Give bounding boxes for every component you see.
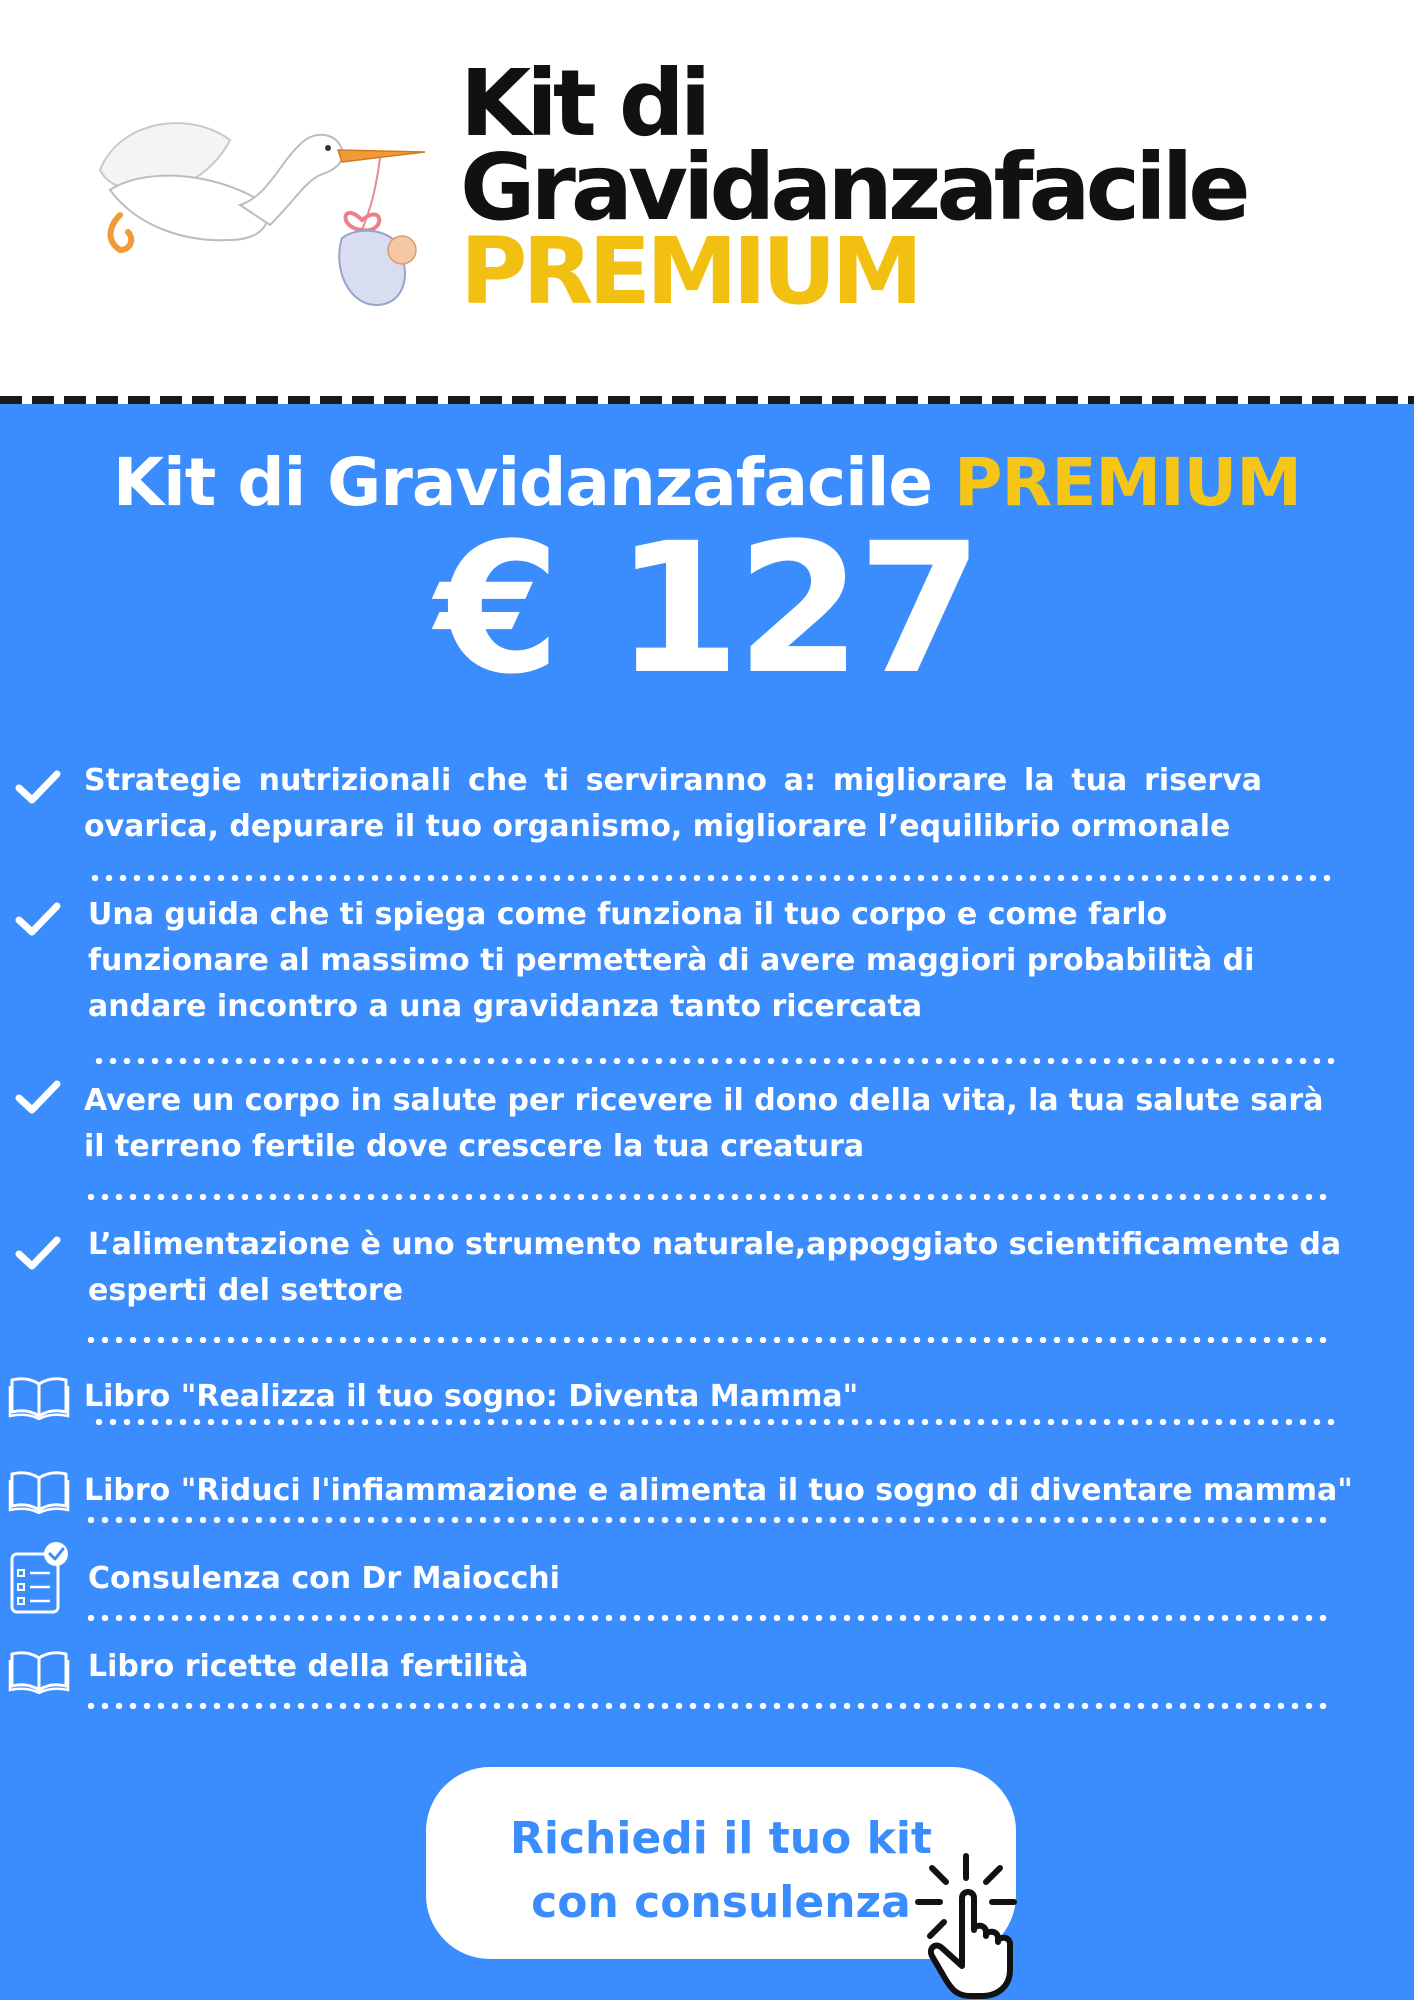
- benefit-text: L’alimentazione è uno strumento naturale,appoggiato scientificamente da esperti del settore: [88, 1227, 1342, 1308]
- benefit-text: Una guida che ti spiega come funziona il tuo corpo e come farlo funzionare al massimo ti permetterà di avere maggiori probabilità di andare incontro a una gravidanza tanto ricercata: [88, 897, 1255, 1024]
- cta-line-2: con consulenza: [531, 1877, 911, 1928]
- open-book-icon: [8, 1374, 70, 1420]
- header: [0, 0, 1414, 400]
- checkmark-icon: [14, 768, 62, 808]
- open-book-icon: [8, 1468, 70, 1514]
- stork-illustration: [80, 100, 440, 310]
- logo-line-brand: Gravidanzafacile: [460, 134, 1246, 241]
- dotted-divider: [88, 875, 1336, 881]
- extra-text: Consulenza con Dr Maiocchi: [88, 1561, 560, 1596]
- dotted-divider: [84, 1615, 1332, 1621]
- price: € 127: [435, 505, 979, 714]
- extra-text: Libro ricette della fertilità: [88, 1649, 529, 1684]
- offer-title-main: Kit di Gravidanzafacile: [113, 444, 955, 521]
- checkmark-icon: [14, 900, 62, 940]
- logo-line-kit-di: Kit di: [460, 50, 707, 157]
- extra-text: Libro "Riduci l'infiammazione e alimenta il tuo sogno di diventare mamma": [84, 1473, 1353, 1508]
- checkmark-icon: [14, 1234, 62, 1274]
- benefit-text: Avere un corpo in salute per ricevere il dono della vita, la tua salute sarà il terreno fertile dove crescere la tua creatura: [84, 1083, 1324, 1164]
- dotted-divider: [84, 1194, 1332, 1200]
- cta-line-1: Richiedi il tuo kit: [510, 1813, 932, 1864]
- extra-text: Libro "Realizza il tuo sogno: Diventa Mamma": [84, 1379, 859, 1414]
- pointing-hand-click-icon: [912, 1852, 1068, 2000]
- dotted-divider: [84, 1337, 1332, 1343]
- dotted-divider: [84, 1517, 1332, 1523]
- offer-title-highlight: PREMIUM: [954, 444, 1301, 521]
- logo-text: [460, 50, 1246, 325]
- logo-line-premium: PREMIUM: [460, 218, 919, 325]
- open-book-icon: [8, 1648, 70, 1694]
- dotted-divider: [84, 1703, 1332, 1709]
- dotted-divider: [92, 1058, 1340, 1064]
- header-divider: [0, 396, 1414, 404]
- benefit-text: Strategie nutrizionali che ti serviranno a: migliorare la tua riserva ovarica, depurare il tuo organismo, migliorare l’equilibrio ormonale: [84, 763, 1262, 844]
- checkmark-icon: [14, 1078, 62, 1118]
- checklist-icon: [8, 1540, 72, 1616]
- dotted-divider: [92, 1419, 1340, 1425]
